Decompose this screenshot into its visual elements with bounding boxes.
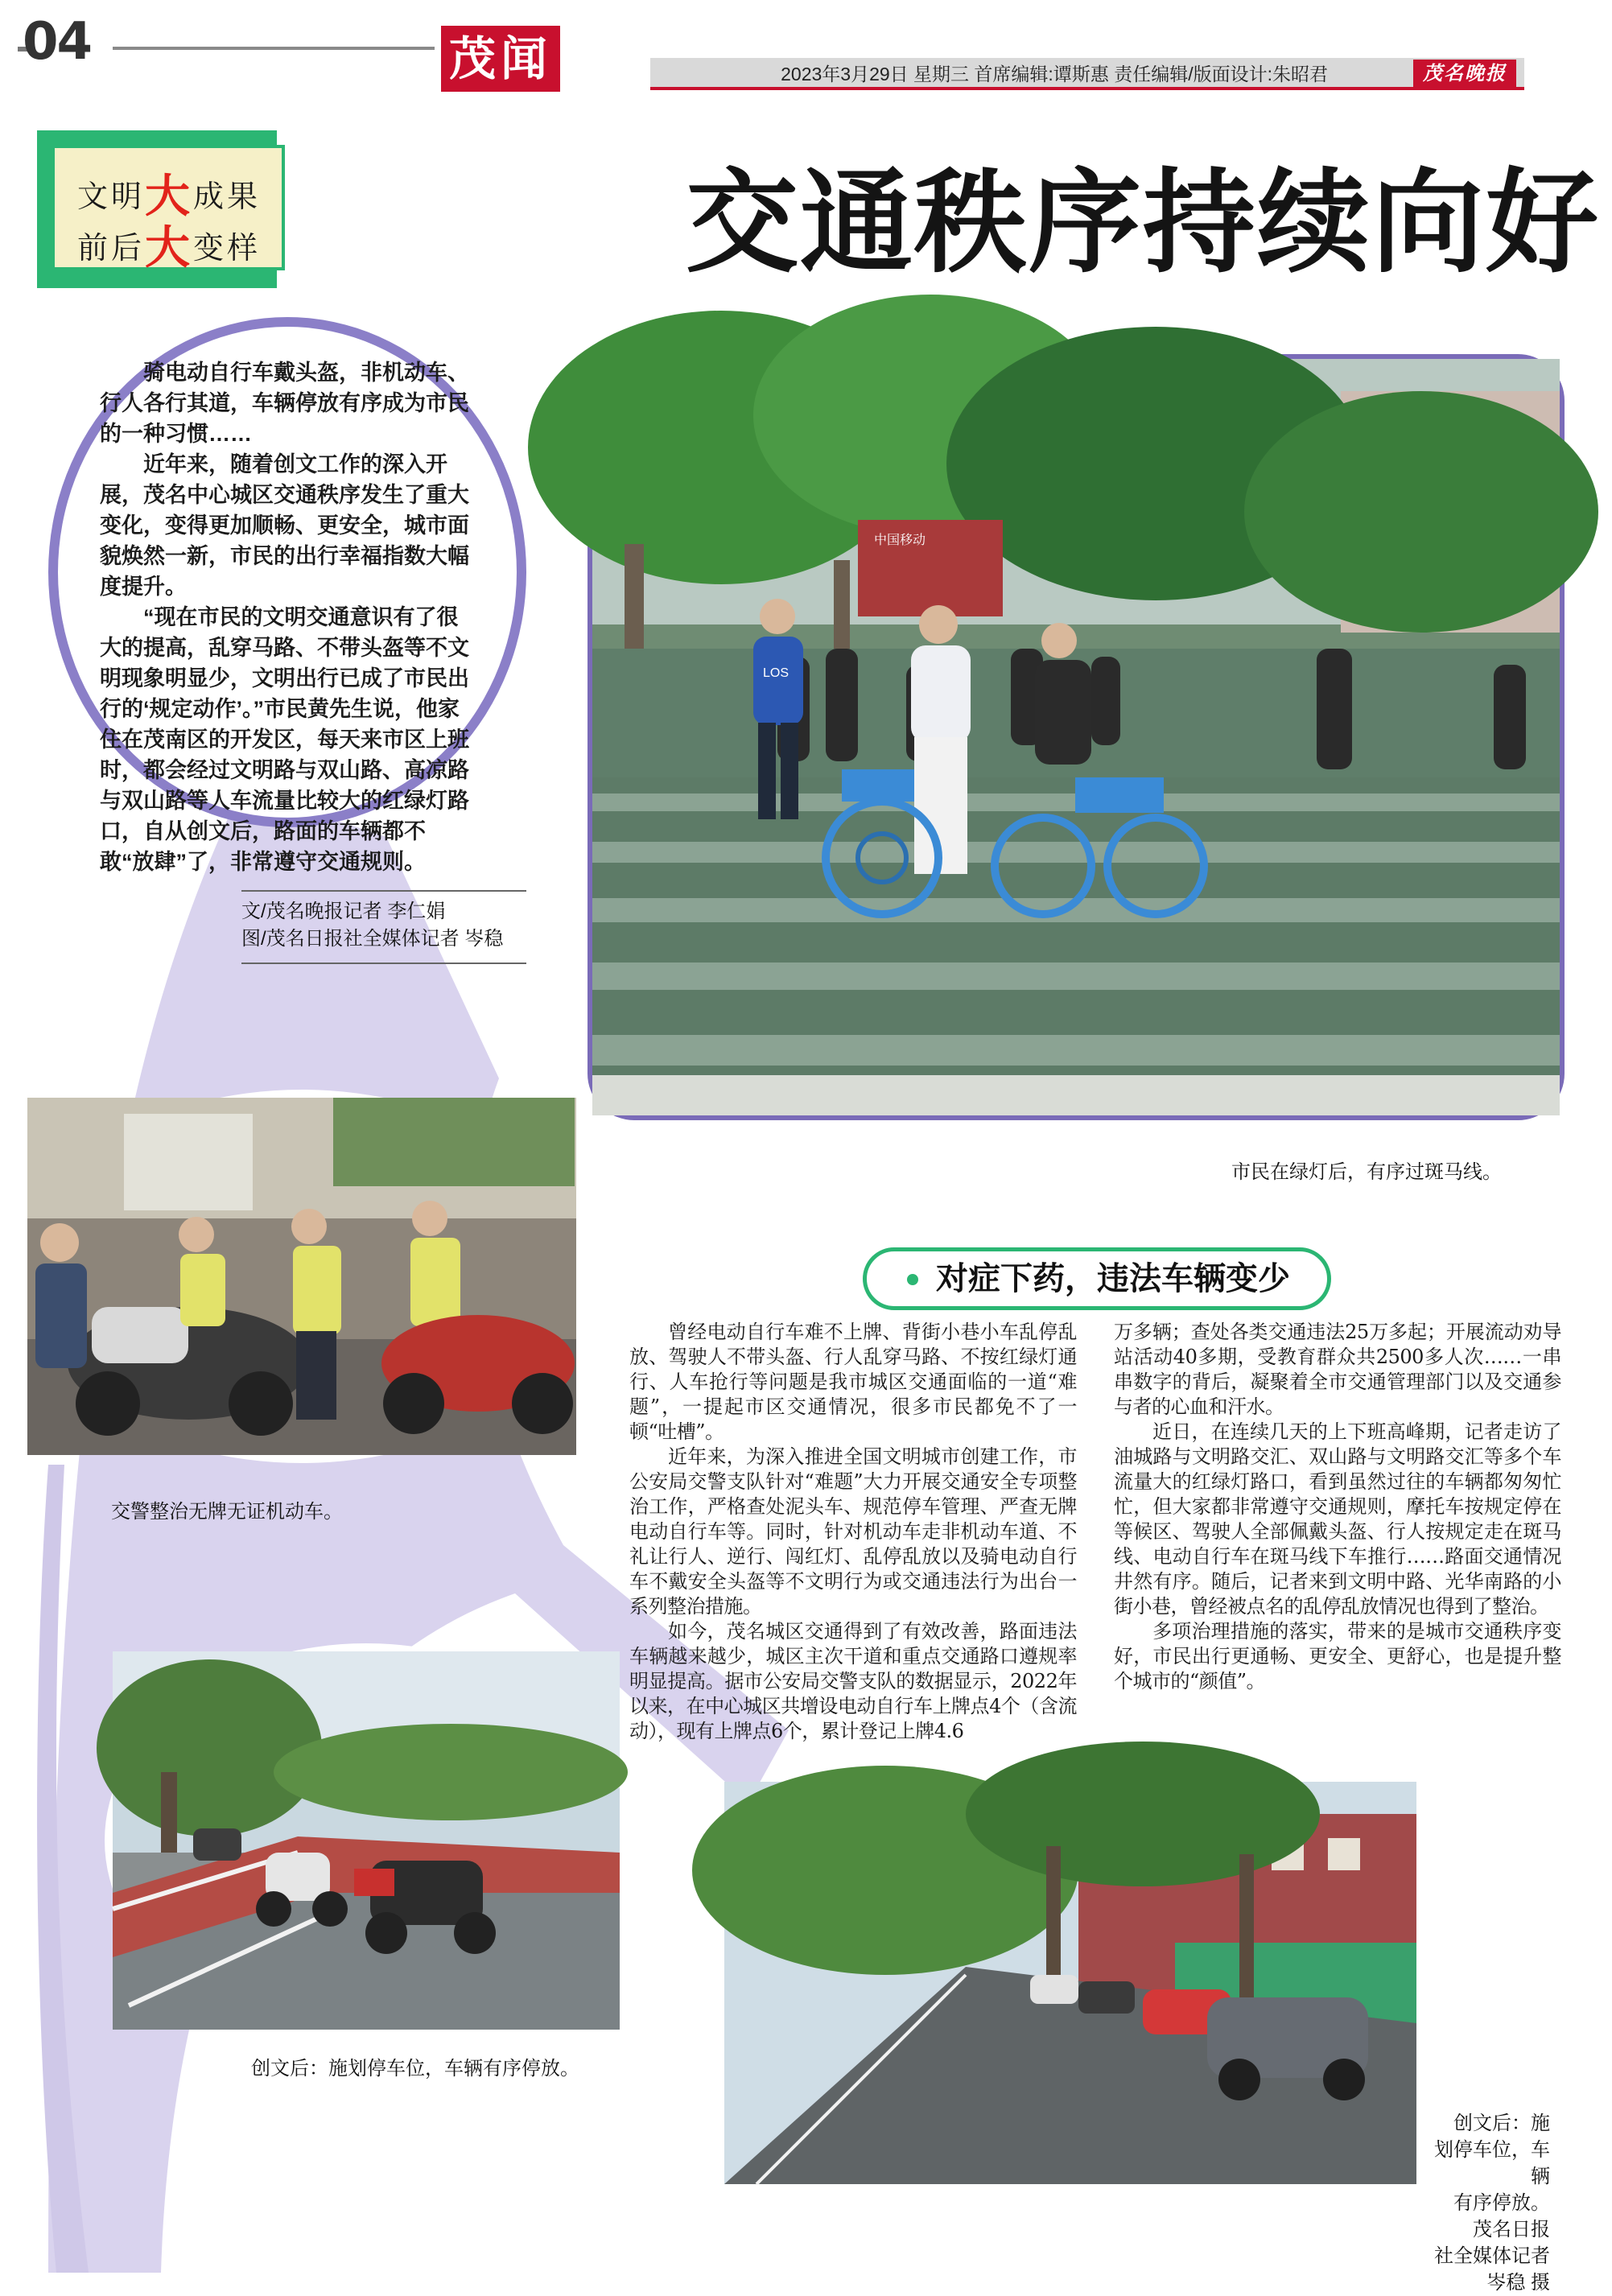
series-tag-text: 变样 bbox=[193, 230, 262, 266]
lead-text bbox=[100, 357, 478, 877]
series-tag bbox=[52, 145, 285, 274]
byline-writer: 文/茂名晚报记者 李仁娟 bbox=[241, 901, 446, 922]
body-paragraph: 如今，茂名城区交通得到了有效改善，路面违法车辆越来越少，城区主次干道和重点交通路口遵规率明显提高。据市公安局交警支队的数据显示，2022年以来，在中心城区共增设电动自行车上牌点4个（含流动），现有上牌点6个，累计登记上牌4.6 bbox=[629, 1620, 1077, 1742]
series-tag-text: 前后 bbox=[77, 230, 146, 266]
photo-street-parking bbox=[716, 1774, 1424, 2192]
lead-paragraph: “现在市民的文明交通意识有了很大的提高，乱穿马路、不带头盔等不文明现象明显少，文明出行已成了市民出行的‘规定动作’。”市民黄先生说，他家住在茂南区的开发区，每天来市区上班时，都会经过文明路与双山路、高凉路与双山路等人车流量比较大的红绿灯路口，自从创文后，路面的车辆都不敢“放肆”了，非常遵守交通规则。 bbox=[100, 605, 469, 874]
photo-parking-lane bbox=[105, 1643, 628, 2038]
shirt-print: LOS bbox=[763, 666, 790, 680]
header-rule bbox=[113, 47, 435, 50]
body-paragraph: 万多辆；查处各类交通违法25万多起；开展流动劝导站活动40多期，受教育群众共2500多人次……一串串数字的背后，凝聚着全市交通管理部门以及交通参与者的心血和汗水。 bbox=[1114, 1321, 1561, 1418]
body-column-2 bbox=[1114, 1320, 1561, 1694]
bullet-icon bbox=[907, 1274, 918, 1285]
police-scene bbox=[27, 1098, 576, 1455]
section-badge: 茂闻 bbox=[441, 26, 560, 92]
subheading: 对症下药，违法车辆变少 bbox=[936, 1260, 1290, 1297]
lead-paragraph: 近年来，随着创文工作的深入开展，茂名中心城区交通秩序发生了重大变化，变得更加顺畅、更安全，城市面貌焕然一新，市民的出行幸福指数大幅度提升。 bbox=[100, 452, 469, 599]
street-scene bbox=[724, 1782, 1416, 2184]
street-photo-caption bbox=[1421, 2110, 1550, 2296]
series-tag-emphasis: 大 bbox=[145, 171, 194, 223]
series-tag-line-2 bbox=[77, 212, 261, 277]
byline-photographer: 图/茂名日报社全媒体记者 岑稳 bbox=[241, 928, 504, 950]
dateline-bar bbox=[650, 58, 1524, 90]
body-column-1 bbox=[629, 1320, 1077, 1744]
subheading-pill bbox=[863, 1247, 1331, 1310]
byline bbox=[241, 890, 526, 964]
street-caption-line: 岑稳 摄 bbox=[1486, 2272, 1550, 2294]
street-caption-line: 创文后：施 bbox=[1453, 2113, 1550, 2134]
dateline: 2023年3月29日 星期三 首席编辑:谭斯惠 责任编辑/版面设计:朱昭君 bbox=[781, 64, 1328, 85]
body-paragraph: 曾经电动自行车难不上牌、背街小巷小车乱停乱放、驾驶人不带头盔、行人乱穿马路、不按红绿灯通行、人车抢行等问题是我市城区交通面临的一道“难题”，一提起市区交通情况，很多市民都免不了一顿“吐槽”。 bbox=[629, 1321, 1077, 1443]
parking-scene bbox=[113, 1651, 620, 2030]
series-tag-text: 成果 bbox=[193, 179, 262, 214]
storefront-sign: 中国移动 bbox=[874, 534, 926, 547]
parking-photo-caption: 创文后：施划停车位，车辆有序停放。 bbox=[251, 2058, 579, 2080]
main-photo-crosswalk bbox=[587, 354, 1565, 1120]
page-number: 04 bbox=[23, 12, 92, 72]
photo-police-check bbox=[19, 1090, 584, 1463]
masthead-logo: 茂名晚报 bbox=[1413, 60, 1516, 87]
police-photo-caption: 交警整治无牌无证机动车。 bbox=[111, 1501, 343, 1523]
crosswalk-scene bbox=[592, 359, 1560, 1115]
headline: 交通秩序持续向好 bbox=[686, 158, 1601, 289]
series-tag-emphasis: 大 bbox=[145, 222, 194, 274]
series-tag-text: 文明 bbox=[77, 179, 146, 214]
main-photo-caption: 市民在绿灯后，有序过斑马线。 bbox=[1231, 1161, 1502, 1183]
body-paragraph: 近日，在连续几天的上下班高峰期，记者走访了油城路与文明路交汇、双山路与文明路交汇等多个车流量大的红绿灯路口，看到虽然过往的车辆都匆匆忙忙，但大家都非常遵守交通规则，摩托车按规定停在等候区、驾驶人全部佩戴头盔、行人按规定走在斑马线、电动自行车在斑马线下车推行……路面交通情况井然有序。随后，记者来到文明中路、光华南路的小街小巷，曾经被点名的乱停乱放情况也得到了整治。 bbox=[1114, 1420, 1561, 1618]
street-caption-line: 茂名日报 bbox=[1473, 2219, 1550, 2240]
lead-paragraph: 骑电动自行车戴头盔，非机动车、行人各行其道，车辆停放有序成为市民的一种习惯…… bbox=[100, 361, 469, 446]
body-paragraph: 近年来，为深入推进全国文明城市创建工作，市公安局交警支队针对“难题”大力开展交通安全专项整治工作，严格查处泥头车、规范停车管理、严查无牌电动自行车等。同时，针对机动车走非机动车道、不礼让行人、逆行、闯红灯、乱停乱放以及骑电动自行车不戴安全头盔等不文明行为或交通违法行为出台一系列整治措施。 bbox=[629, 1445, 1077, 1618]
street-caption-line: 划停车位，车辆 bbox=[1434, 2139, 1550, 2187]
body-paragraph: 多项治理措施的落实，带来的是城市交通秩序变好，市民出行更通畅、更安全、更舒心，也是提升整个城市的“颜值”。 bbox=[1114, 1620, 1561, 1692]
street-caption-line: 有序停放。 bbox=[1453, 2192, 1550, 2214]
street-caption-line: 社全媒体记者 bbox=[1434, 2245, 1550, 2267]
